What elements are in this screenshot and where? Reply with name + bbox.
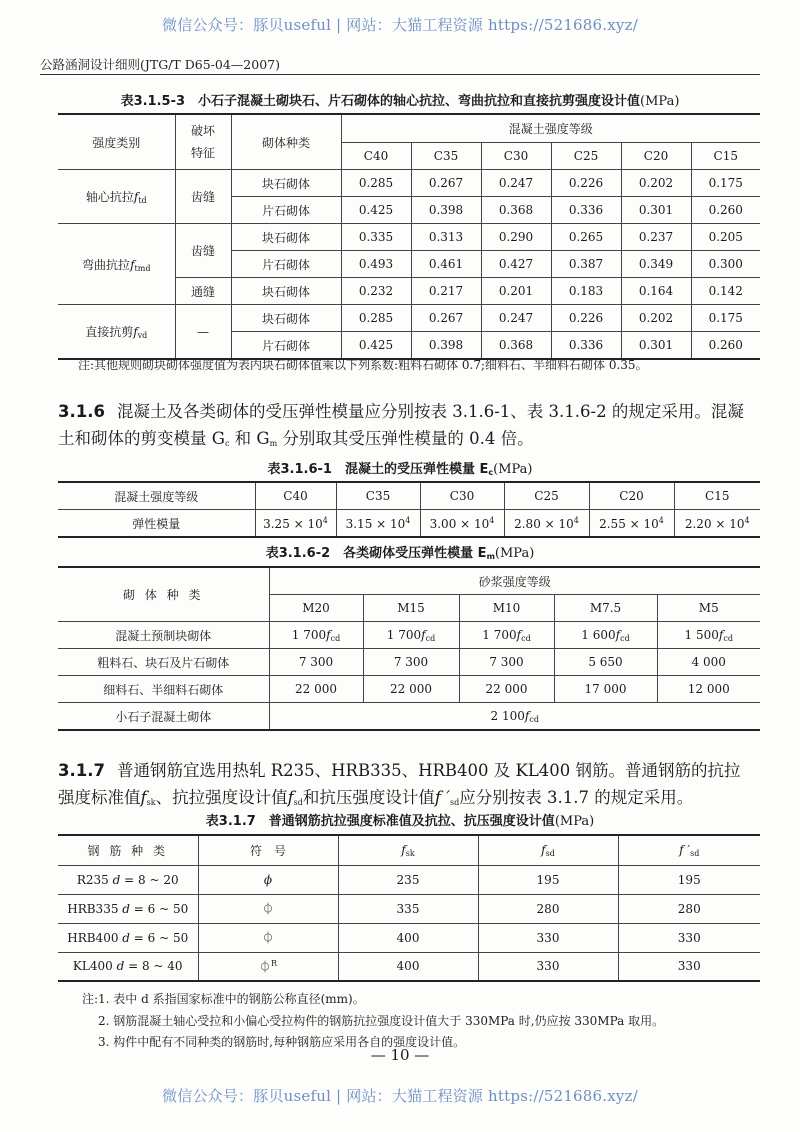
header-grade: C25 [551,142,621,170]
value-cell: 330 [618,952,760,981]
value-cell: 0.336 [551,197,621,224]
value-cell: 12 000 [657,676,760,703]
failure-cell: 齿缝 [175,170,231,224]
grade-cell: C20 [589,482,674,510]
grade-cell: C30 [420,482,504,510]
grade-cell: C35 [336,482,420,510]
value-cell: 0.201 [481,278,551,305]
rebar-type-cell: KL400 d = 8 ~ 40 [58,952,198,981]
masonry-type-cell: 细料石、半细料石砌体 [58,676,269,703]
value-cell: 0.368 [481,332,551,360]
table-row [58,894,760,923]
table-row [58,923,760,952]
table-3-1-5-3-caption: 表3.1.5-3 小石子混凝土砌块石、片石砌体的轴心抗拉、弯曲抗拉和直接抗剪强度设计值(MPa) [120,94,680,109]
modulus-cell: $3.15 \times 10^4$ [336,510,420,538]
value-cell: 0.175 [691,305,760,332]
table-3-1-7-note-3: 3. 构件中配有不同种类的钢筋时,每种钢筋应采用各自的强度设计值。 [98,1035,466,1049]
masonry-type-cell: 粗料石、块石及片石砌体 [58,649,269,676]
header-symbol: 符 号 [198,835,338,865]
value-cell: 0.205 [691,224,760,251]
value-cell: 195 [618,865,760,894]
table-3-1-7-note-2: 2. 钢筋混凝土轴心受拉和小偏心受拉构件的钢筋抗拉强度设计值大于 330MPa 时,仍应按 330MPa 取用。 [98,1014,665,1028]
value-cell: 0.300 [691,251,760,278]
value-cell: 280 [618,894,760,923]
value-cell: 0.267 [411,170,481,197]
value-cell: 0.202 [621,170,691,197]
value-cell: 0.247 [481,305,551,332]
header-grade: M5 [657,595,760,622]
value-cell: 0.398 [411,197,481,224]
value-cell: 0.425 [341,197,411,224]
value-cell: 0.247 [481,170,551,197]
value-cell: 0.301 [621,197,691,224]
header-grade: C15 [691,142,760,170]
value-cell: 0.301 [621,332,691,360]
running-head: 公路涵洞设计细则(JTG/T D65-04—2007) [40,57,280,72]
value-cell: 7 300 [363,649,459,676]
value-cell: 0.425 [341,332,411,360]
value-cell: 7 300 [269,649,363,676]
value-cell: 400 [338,923,478,952]
table-row [58,622,760,649]
value-cell: 1 $700f_{cd}$ [459,622,554,649]
value-cell: 22 000 [363,676,459,703]
value-cell: 2 $100f_{cd}$ [269,703,760,731]
value-cell: 195 [478,865,618,894]
value-cell: 0.398 [411,332,481,360]
table-3-1-7-caption: 表3.1.7 普通钢筋抗拉强度标准值及抗拉、抗压强度设计值(MPa) [205,814,595,829]
grade-cell: C25 [504,482,589,510]
row-header-grade: 混凝土强度等级 [58,482,255,510]
table-3-1-6-2 [58,566,760,731]
header-grade: M20 [269,595,363,622]
header-rebar-type: 钢 筋 种 类 [58,835,198,865]
value-cell: 0.387 [551,251,621,278]
failure-cell: — [175,305,231,360]
failure-cell: 通缝 [175,278,231,305]
masonry-type-cell: 块石砌体 [231,224,341,251]
value-cell: 0.202 [621,305,691,332]
value-cell: 0.260 [691,197,760,224]
value-cell: 0.336 [551,332,621,360]
row-header-modulus: 弹性模量 [58,510,255,538]
modulus-cell: $2.55 \times 10^4$ [589,510,674,538]
section-3-1-6: 3.1.6 混凝土及各类砌体的受压弹性模量应分别按表 3.1.6-1、表 3.1.6-2 的规定采用。混凝土和砌体的剪变模量 $G_c$ 和 $G_m$ 分别取其受压弹性模量的 0.4 倍。 [58,402,744,448]
value-cell: 0.232 [341,278,411,305]
rebar-symbol-icon: ϕ [198,865,338,894]
value-cell: 0.427 [481,251,551,278]
header-grade: C40 [341,142,411,170]
rebar-symbol-icon: ⏀$^R$ [198,952,338,981]
header-grade: C20 [621,142,691,170]
masonry-type-cell: 片石砌体 [231,197,341,224]
table-row [58,703,760,731]
header-rule [40,74,760,75]
value-cell: 0.226 [551,305,621,332]
header-fsk: $f_{sk}$ [338,835,478,865]
header-strength-type: 强度类别 [58,114,175,170]
value-cell: 1 $700f_{cd}$ [269,622,363,649]
value-cell: 0.183 [551,278,621,305]
modulus-cell: $2.20 \times 10^4$ [674,510,760,538]
table-row [58,865,760,894]
value-cell: 0.493 [341,251,411,278]
grade-cell: C15 [674,482,760,510]
table-3-1-7 [58,834,760,982]
value-cell: 0.290 [481,224,551,251]
rebar-type-cell: HRB400 d = 6 ~ 50 [58,923,198,952]
table-3-1-6-1 [58,481,760,538]
value-cell: 0.237 [621,224,691,251]
value-cell: 0.226 [551,170,621,197]
value-cell: 0.335 [341,224,411,251]
value-cell: 17 000 [554,676,657,703]
strength-type-cell: 直接抗剪$f_{vd}$ [58,305,175,360]
table-row [58,305,760,332]
rebar-symbol-icon: ⏀ [198,894,338,923]
table-row [58,676,760,703]
value-cell: 280 [478,894,618,923]
value-cell: 235 [338,865,478,894]
section-3-1-7: 3.1.7 普通钢筋宜选用热轧 R235、HRB335、HRB400 及 KL400 钢筋。普通钢筋的抗拉 强度标准值$f_{sk}$、抗拉强度设计值$f_{sd}$和抗压强度设计值f $'_{sd}$应分别按表 3.1.7 的规定采用。 [58,761,741,807]
value-cell: 400 [338,952,478,981]
table-3-1-6-2-caption: 表3.1.6-2 各类砌体受压弹性模量 $E_m(MPa)$ [265,546,535,561]
table-row [58,649,760,676]
value-cell: 22 000 [269,676,363,703]
value-cell: 4 000 [657,649,760,676]
table-row [58,510,760,538]
strength-type-cell: 轴心抗拉$f_{td}$ [58,170,175,224]
value-cell: 335 [338,894,478,923]
value-cell: 0.175 [691,170,760,197]
modulus-cell: $3.00 \times 10^4$ [420,510,504,538]
header-masonry-type: 砌 体 种 类 [58,567,269,622]
value-cell: 0.164 [621,278,691,305]
header-mortar-grade-group: 砂浆强度等级 [269,567,760,595]
table-row [58,482,760,510]
value-cell: 0.461 [411,251,481,278]
value-cell: 0.217 [411,278,481,305]
value-cell: 22 000 [459,676,554,703]
table-3-1-6-1-caption: 表3.1.6-1 混凝土的受压弹性模量 $E_c(MPa)$ [267,462,533,477]
watermark-top: 微信公众号：豚贝useful | 网站：大猫工程资源 https://521686.xyz/ [162,16,638,34]
masonry-type-cell: 片石砌体 [231,332,341,360]
header-grade: C35 [411,142,481,170]
value-cell: 330 [478,952,618,981]
value-cell: 5 650 [554,649,657,676]
masonry-type-cell: 块石砌体 [231,305,341,332]
strength-type-cell: 弯曲抗拉$f_{tmd}$ [58,224,175,305]
value-cell: 1 $700f_{cd}$ [363,622,459,649]
value-cell: 0.313 [411,224,481,251]
header-grade: M10 [459,595,554,622]
value-cell: 330 [478,923,618,952]
masonry-type-cell: 小石子混凝土砌体 [58,703,269,731]
modulus-cell: $3.25 \times 10^4$ [255,510,336,538]
value-cell: 0.142 [691,278,760,305]
value-cell: 330 [618,923,760,952]
value-cell: 0.368 [481,197,551,224]
value-cell: 0.265 [551,224,621,251]
rebar-type-cell: R235 d = 8 ~ 20 [58,865,198,894]
masonry-type-cell: 片石砌体 [231,251,341,278]
watermark-bottom: 微信公众号：豚贝useful | 网站：大猫工程资源 https://521686.xyz/ [162,1087,638,1105]
table-3-1-7-note-1: 注:1. 表中 d 系指国家标准中的钢筋公称直径(mm)。 [82,992,365,1006]
modulus-cell: $2.80 \times 10^4$ [504,510,589,538]
header-grade-group: 混凝土强度等级 [341,114,760,142]
header-grade: M15 [363,595,459,622]
table-3-1-5-3 [58,113,760,360]
header-grade: C30 [481,142,551,170]
grade-cell: C40 [255,482,336,510]
value-cell: 0.260 [691,332,760,360]
value-cell: 0.285 [341,170,411,197]
masonry-type-cell: 块石砌体 [231,278,341,305]
header-failure-mode: 破坏特征 [175,114,231,170]
header-grade: M7.5 [554,595,657,622]
value-cell: 1 $500f_{cd}$ [657,622,760,649]
header-masonry-type: 砌体种类 [231,114,341,170]
rebar-type-cell: HRB335 d = 6 ~ 50 [58,894,198,923]
masonry-type-cell: 混凝土预制块砌体 [58,622,269,649]
value-cell: 1 $600f_{cd}$ [554,622,657,649]
table-row [58,952,760,981]
value-cell: 7 300 [459,649,554,676]
table-row [58,170,760,197]
rebar-symbol-icon: ⏀ [198,923,338,952]
value-cell: 0.285 [341,305,411,332]
table-row [58,224,760,251]
value-cell: 0.349 [621,251,691,278]
page-number: — 10 — [370,1046,430,1064]
header-fsd-prime: f $'_{sd}$ [618,835,760,865]
table-3-1-5-3-note: 注:其他规则砌块砌体强度值为表内块石砌体值乘以下列系数:粗料石砌体 0.7;细料石、半细料石砌体 0.35。 [78,358,648,372]
header-fsd: $f_{sd}$ [478,835,618,865]
value-cell: 0.267 [411,305,481,332]
masonry-type-cell: 块石砌体 [231,170,341,197]
failure-cell: 齿缝 [175,224,231,278]
